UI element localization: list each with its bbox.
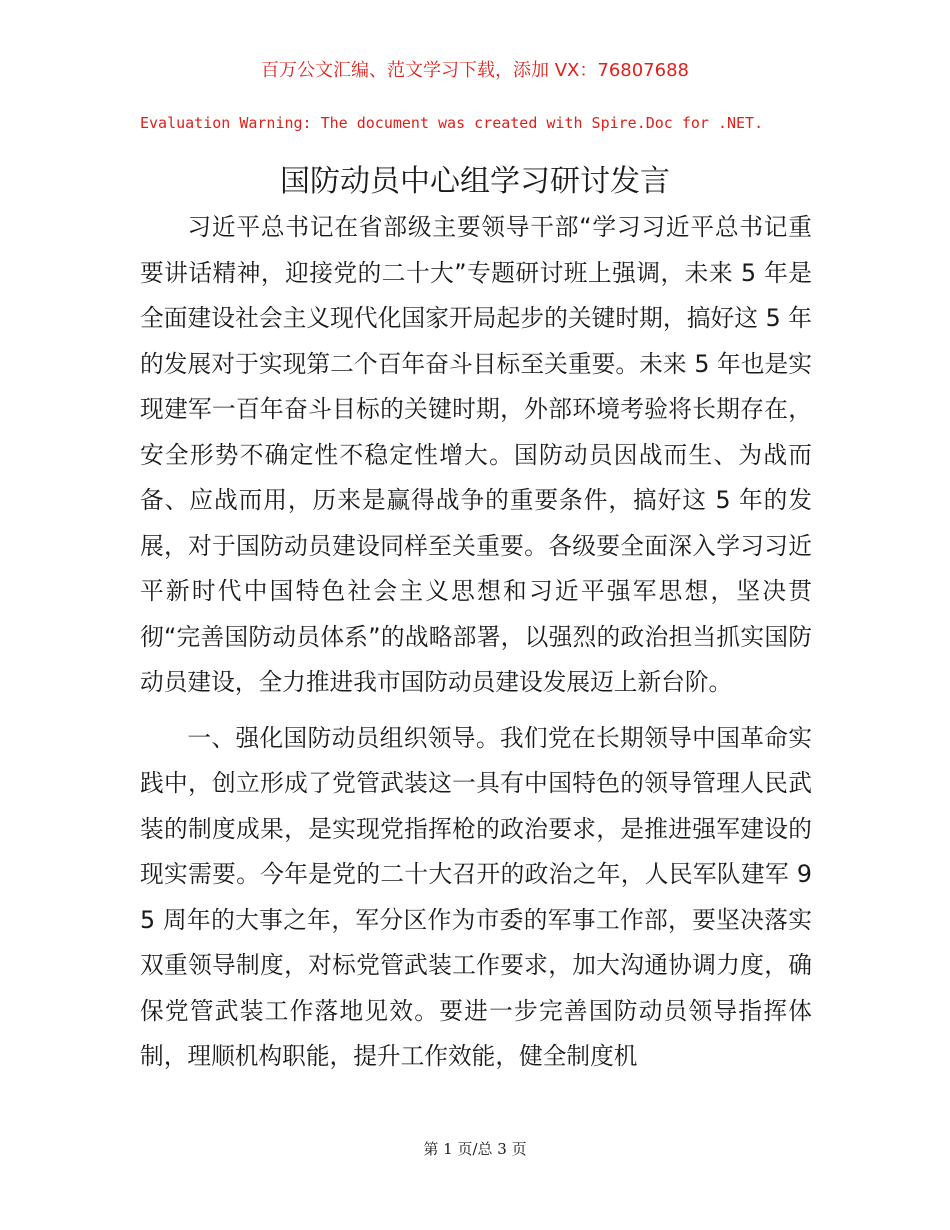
promo-banner: 百万公文汇编、范文学习下载，添加 VX：76807688 bbox=[261, 60, 689, 81]
document-body bbox=[140, 205, 812, 1080]
evaluation-warning: Evaluation Warning: The document was created with Spire.Doc for .NET. bbox=[140, 114, 764, 132]
document-title: 国防动员中心组学习研讨发言 bbox=[280, 164, 670, 199]
page-number: 第 1 页/总 3 页 bbox=[423, 1140, 527, 1158]
paragraph-section-one: 一、强化国防动员组织领导。我们党在长期领导中国革命实践中，创立形成了党管武装这一具有中国特色的领导管理人民武装的制度成果，是实现党指挥枪的政治要求，是推进强军建设的现实需要。今年是党的二十大召开的政治之年，人民军队建军 95 周年的大事之年，军分区作为市委的军事工作部，要坚决落实双重领导制度，对标党管武装工作要求，加大沟通协调力度，确保党管武装工作落地见效。要进一步完善国防动员领导指挥体制，理顺机构职能，提升工作效能，健全制度机 bbox=[140, 723, 812, 1070]
paragraph-intro: 习近平总书记在省部级主要领导干部“学习习近平总书记重要讲话精神，迎接党的二十大”专题研讨班上强调，未来 5 年是全面建设社会主义现代化国家开局起步的关键时期，搞好这 5 年的发展对于实现第二个百年奋斗目标至关重要。未来 5 年也是实现建军一百年奋斗目标的关键时期，外部环境考验将长期存在，安全形势不确定性不稳定性增大。国防动员因战而生、为战而备、应战而用，历来是赢得战争的重要条件，搞好这 5 年的发展，对于国防动员建设同样至关重要。各级要全面深入学习习近平新时代中国特色社会主义思想和习近平强军思想，坚决贯彻“完善国防动员体系”的战略部署，以强烈的政治担当抓实国防动员建设，全力推进我市国防动员建设发展迈上新台阶。 bbox=[140, 213, 812, 696]
